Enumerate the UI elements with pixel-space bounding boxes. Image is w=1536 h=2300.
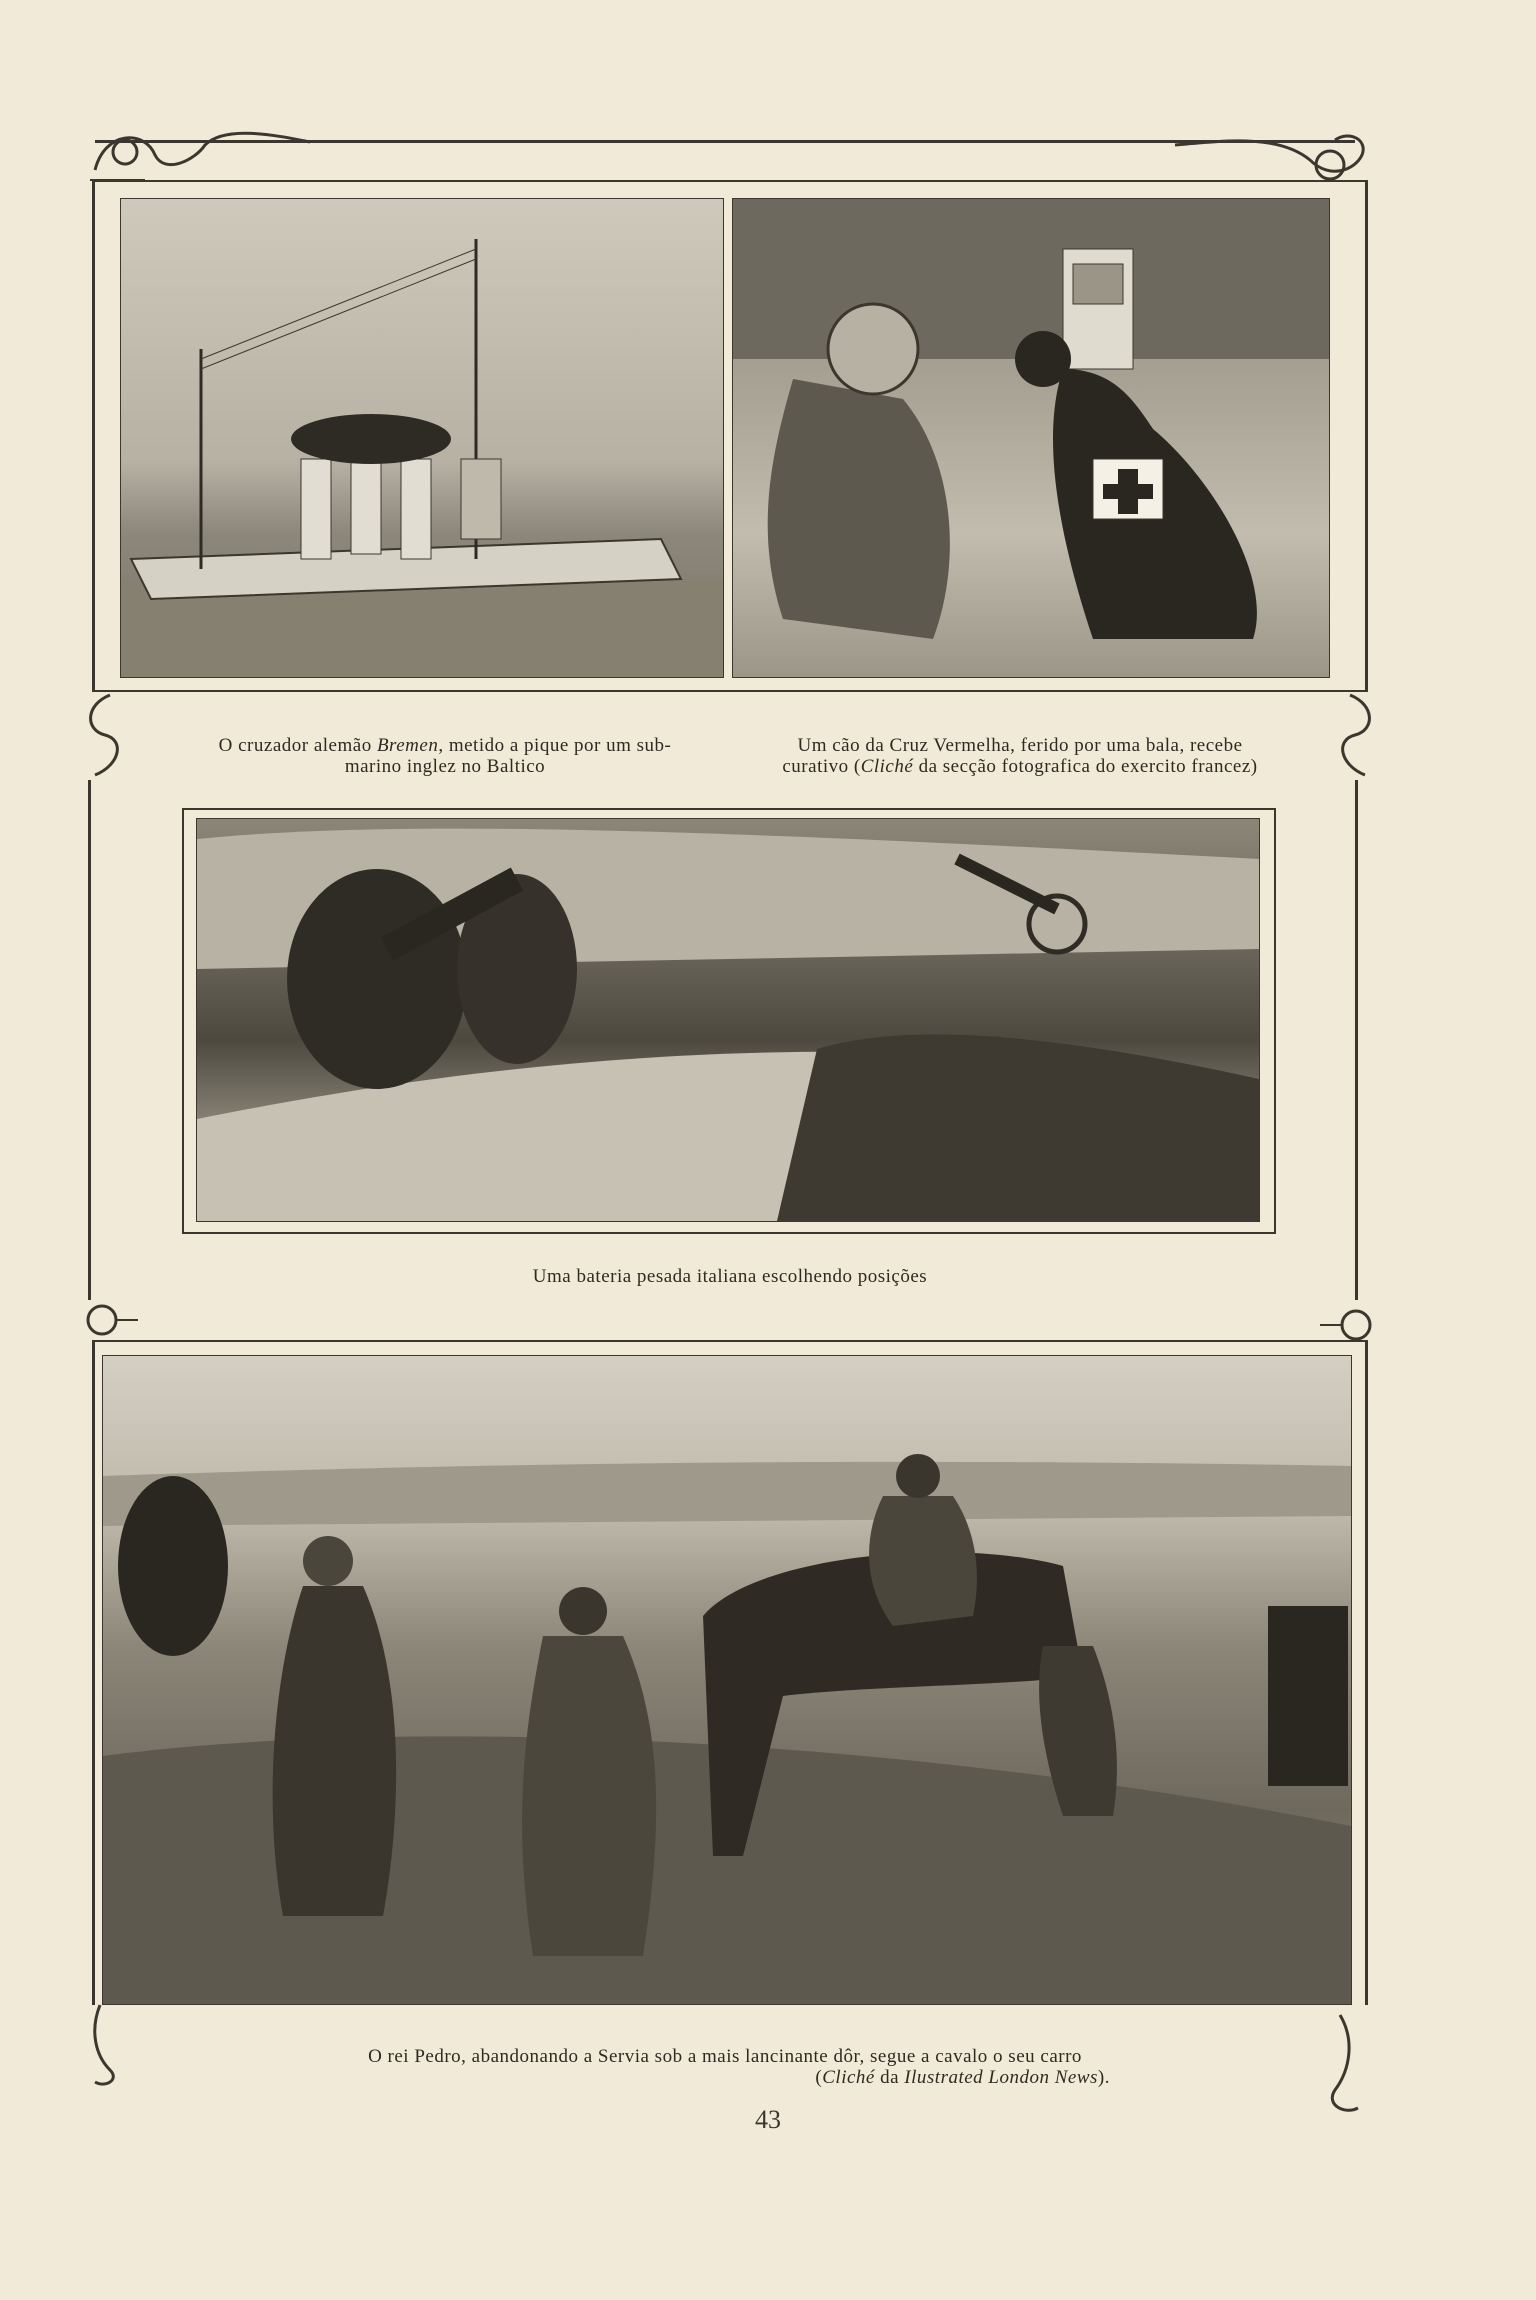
- battery-illustration: [197, 819, 1259, 1221]
- left-lower-ornament: [80, 1290, 140, 1350]
- cruiser-caption-post: , metido a pique por um sub-: [438, 735, 672, 756]
- top-left-ornament: [85, 120, 315, 190]
- bottom-right-ornament: [1300, 2010, 1370, 2120]
- king-caption: [150, 2046, 1300, 2088]
- king-caption-mid: da: [874, 2067, 905, 2088]
- cruiser-photo: [120, 198, 724, 678]
- frame-lower-rule: [92, 1340, 1368, 1342]
- right-lower-ornament: [1318, 1295, 1378, 1355]
- dog-caption-pre: curativo (: [782, 756, 861, 777]
- frame-lower-left-rule: [92, 1340, 95, 2005]
- dog-caption: [740, 735, 1300, 777]
- left-mid-ornament: [80, 690, 130, 780]
- frame-mid-rule: [92, 690, 1368, 692]
- right-mid-ornament: [1330, 690, 1380, 780]
- top-right-ornament: [1170, 125, 1370, 200]
- king-caption-cliche: Cliché: [822, 2067, 875, 2088]
- dog-caption-line1: Um cão da Cruz Vermelha, ferido por uma bala, recebe: [797, 735, 1243, 756]
- cruiser-caption-pre: O cruzador alemão: [218, 735, 377, 756]
- dog-caption-cliche: Cliché: [860, 756, 914, 777]
- frame-left-dotted-rule: [88, 780, 91, 1300]
- king-caption-source: Ilustrated London News: [904, 2067, 1098, 2088]
- frame-lower-right-rule: [1365, 1340, 1368, 2005]
- cruiser-caption-line2: marino inglez no Baltico: [344, 756, 546, 777]
- frame-right-rule: [1365, 180, 1368, 690]
- dog-illustration: [733, 199, 1329, 677]
- cruiser-ship-name: Bremen: [376, 735, 439, 756]
- king-illustration: [103, 1356, 1351, 2004]
- king-peter-photo: [102, 1355, 1352, 2005]
- frame-right-dotted-rule: [1355, 780, 1358, 1300]
- king-caption-open-paren: (: [815, 2067, 823, 2088]
- king-caption-line2: [150, 2067, 1300, 2088]
- cruiser-caption: [150, 735, 740, 777]
- frame-left-rule: [92, 180, 95, 690]
- battery-caption: Uma bateria pesada italiana escolhendo posições: [532, 1266, 928, 1287]
- cruiser-illustration: [121, 199, 723, 677]
- dog-caption-post: da secção fotografica do exercito francez): [913, 756, 1258, 777]
- king-caption-close: ).: [1097, 2067, 1110, 2088]
- red-cross-dog-photo: [732, 198, 1330, 678]
- italian-battery-photo: [196, 818, 1260, 1222]
- king-caption-line1: O rei Pedro, abandonando a Servia sob a mais lancinante dôr, segue a cavalo o seu carro: [368, 2046, 1082, 2067]
- bottom-left-ornament: [85, 2000, 155, 2090]
- page-number: 43: [755, 2105, 781, 2134]
